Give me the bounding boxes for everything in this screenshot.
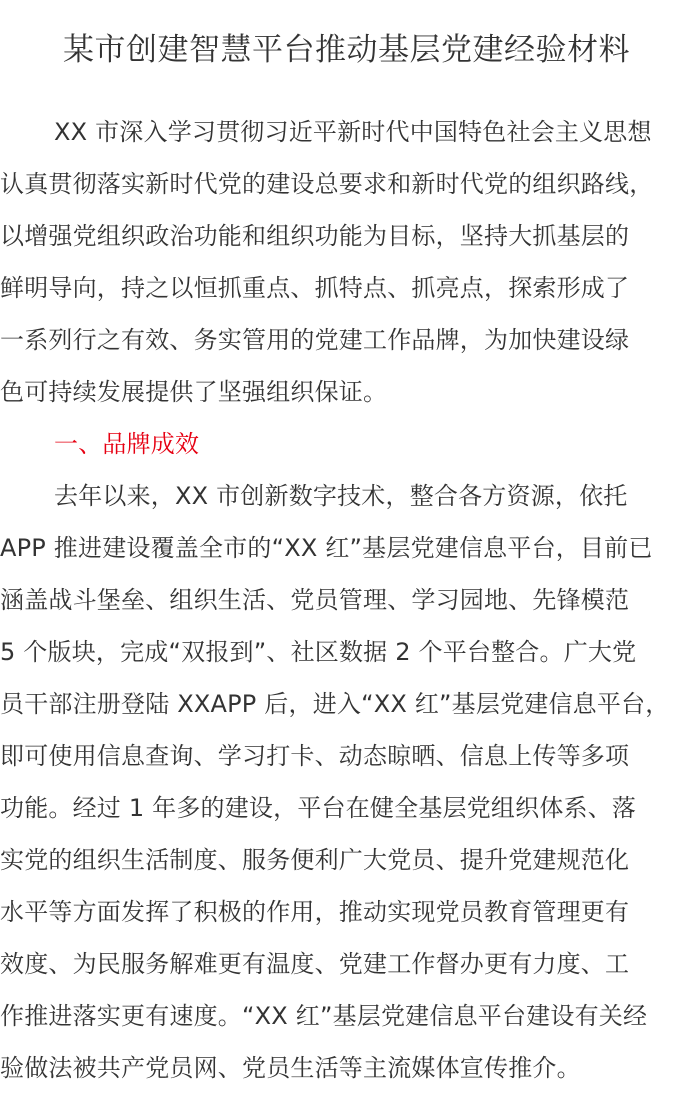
- document-title: 某市创建智慧平台推动基层党建经验材料: [63, 32, 630, 68]
- paragraph-line: 员干部注册登陆 XXAPP 后，进入“XX 红”基层党建信息平台，: [0, 690, 670, 718]
- section-heading-block: [0, 418, 693, 470]
- paragraph-line: 鲜明导向，持之以恒抓重点、抓特点、抓亮点，探索形成了: [0, 274, 630, 302]
- paragraph-line: 去年以来，XX 市创新数字技术，整合各方资源，依托: [54, 482, 628, 510]
- body-paragraph: [0, 470, 693, 1094]
- paragraph-line: 验做法被共产党员网、党员生活等主流媒体宣传推介。: [0, 1054, 581, 1082]
- paragraph-line: 认真贯彻落实新时代党的建设总要求和新时代党的组织路线，: [0, 170, 654, 198]
- paragraph-line: 水平等方面发挥了积极的作用，推动实现党员教育管理更有: [0, 898, 630, 926]
- paragraph-line: 实党的组织生活制度、服务便利广大党员、提升党建规范化: [0, 846, 630, 874]
- paragraph-line: 作推进落实更有速度。“XX 红”基层党建信息平台建设有关经: [0, 1002, 648, 1030]
- paragraph-line: 即可使用信息查询、学习打卡、动态晾晒、信息上传等多项: [0, 742, 630, 770]
- paragraph-line: XX 市深入学习贯彻习近平新时代中国特色社会主义思想: [54, 118, 652, 146]
- intro-paragraph: [0, 106, 693, 418]
- section-heading: 一、品牌成效: [54, 430, 200, 458]
- paragraph-line: 功能。经过 1 年多的建设，平台在健全基层党组织体系、落: [0, 794, 637, 822]
- paragraph-line: 涵盖战斗堡垒、组织生活、党员管理、学习园地、先锋模范: [0, 586, 630, 614]
- paragraph-line: 效度、为民服务解难更有温度、党建工作督办更有力度、工: [0, 950, 630, 978]
- paragraph-line: 一系列行之有效、务实管用的党建工作品牌，为加快建设绿: [0, 326, 630, 354]
- paragraph-line: 以增强党组织政治功能和组织功能为目标，坚持大抓基层的: [0, 222, 630, 250]
- paragraph-line: 5 个版块，完成“双报到”、社区数据 2 个平台整合。广大党: [0, 638, 637, 666]
- paragraph-line: 色可持续发展提供了坚强组织保证。: [0, 378, 388, 406]
- paragraph-line: APP 推进建设覆盖全市的“XX 红”基层党建信息平台，目前已: [0, 534, 653, 562]
